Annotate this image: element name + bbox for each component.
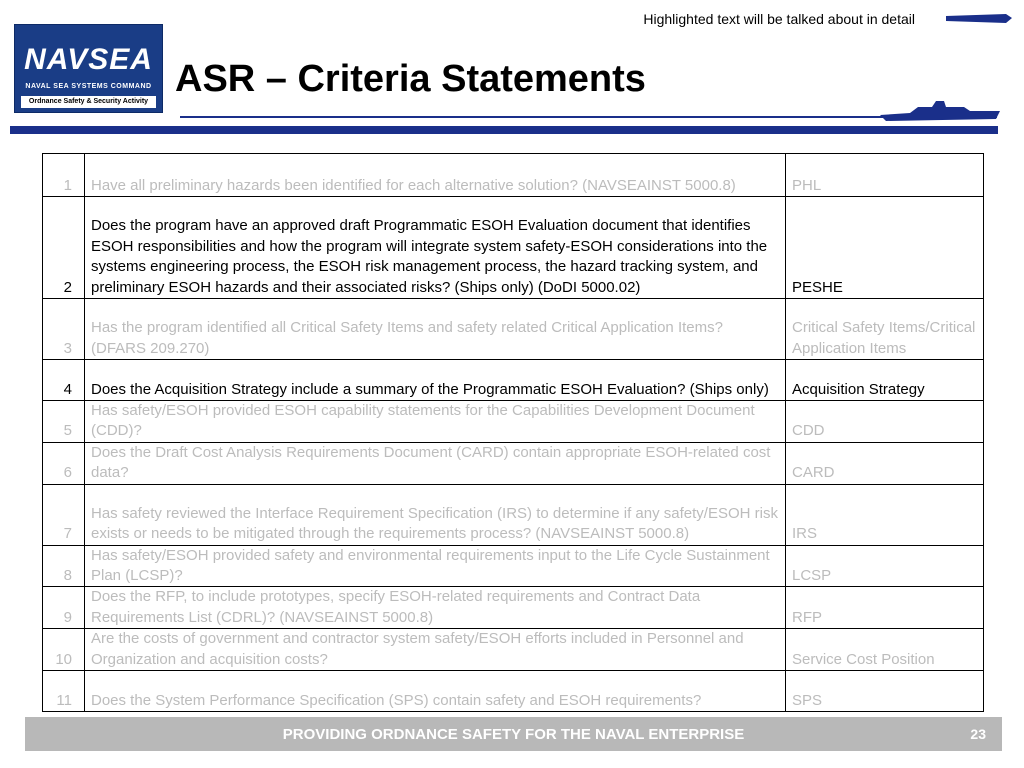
row-number: 7 — [43, 484, 85, 545]
header-rule — [180, 116, 997, 118]
criteria-statement: Has safety/ESOH provided ESOH capability statements for the Capabilities Development Document (CDD)? — [85, 401, 786, 443]
logo-subtitle: NAVAL SEA SYSTEMS COMMAND — [25, 83, 152, 90]
criteria-statement: Have all preliminary hazards been identified for each alternative solution? (NAVSEAINST 5000.8) — [85, 154, 786, 197]
related-document: CDD — [786, 401, 984, 443]
related-document: Critical Safety Items/Critical Application Items — [786, 299, 984, 360]
row-number: 5 — [43, 401, 85, 443]
related-document: LCSP — [786, 545, 984, 587]
table-row — [43, 629, 984, 671]
footer-tagline: PROVIDING ORDNANCE SAFETY FOR THE NAVAL ENTERPRISE — [282, 726, 745, 743]
table-row — [43, 197, 984, 299]
criteria-statement: Does the program have an approved draft Programmatic ESOH Evaluation document that identifies ESOH responsibilities and how the program will integrate system safety-ESOH considerations into the systems engineering process, the ESOH risk management process, the hazard tracking system, and preliminary ESOH hazards and their associated risks? (Ships only) (DoDI 5000.02) — [85, 197, 786, 299]
criteria-statement: Does the System Performance Specification (SPS) contain safety and ESOH requirements? — [85, 671, 786, 712]
related-document: Service Cost Position — [786, 629, 984, 671]
decorative-bar-icon — [946, 14, 1012, 23]
related-document: IRS — [786, 484, 984, 545]
logo-activity: Ordnance Safety & Security Activity — [21, 96, 156, 108]
table-row — [43, 484, 984, 545]
table-row — [43, 587, 984, 629]
table-row — [43, 545, 984, 587]
header-band — [10, 126, 998, 134]
row-number: 3 — [43, 299, 85, 360]
criteria-statement: Does the RFP, to include prototypes, specify ESOH-related requirements and Contract Data Requirements List (CDRL)? (NAVSEAINST 5000.8) — [85, 587, 786, 629]
criteria-statement: Has the program identified all Critical Safety Items and safety related Critical Application Items? (DFARS 209.270) — [85, 299, 786, 360]
table-row — [43, 154, 984, 197]
criteria-table — [42, 153, 984, 712]
criteria-statement: Does the Acquisition Strategy include a summary of the Programmatic ESOH Evaluation? (Ships only) — [85, 360, 786, 401]
logo-wordmark: NAVSEA — [24, 43, 153, 76]
related-document: PESHE — [786, 197, 984, 299]
related-document: PHL — [786, 154, 984, 197]
page-title: ASR – Criteria Statements — [175, 58, 646, 100]
navsea-logo — [14, 24, 163, 113]
row-number: 9 — [43, 587, 85, 629]
row-number: 10 — [43, 629, 85, 671]
criteria-statement: Does the Draft Cost Analysis Requirements Document (CARD) contain appropriate ESOH-related cost data? — [85, 442, 786, 484]
related-document: SPS — [786, 671, 984, 712]
footer-bar — [25, 717, 1002, 751]
row-number: 4 — [43, 360, 85, 401]
criteria-statement: Are the costs of government and contractor system safety/ESOH efforts included in Personnel and Organization and acquisition costs? — [85, 629, 786, 671]
related-document: Acquisition Strategy — [786, 360, 984, 401]
related-document: CARD — [786, 442, 984, 484]
table-row — [43, 401, 984, 443]
row-number: 1 — [43, 154, 85, 197]
criteria-statement: Has safety/ESOH provided safety and environmental requirements input to the Life Cycle Sustainment Plan (LCSP)? — [85, 545, 786, 587]
related-document: RFP — [786, 587, 984, 629]
row-number: 6 — [43, 442, 85, 484]
table-row — [43, 299, 984, 360]
table-row — [43, 671, 984, 712]
highlight-note: Highlighted text will be talked about in detail — [643, 11, 915, 27]
criteria-statement: Has safety reviewed the Interface Requirement Specification (IRS) to determine if any safety/ESOH risk exists or needs to be mitigated through the requirements process? (NAVSEAINST 5000.8) — [85, 484, 786, 545]
table-row — [43, 442, 984, 484]
table-row — [43, 360, 984, 401]
page-number: 23 — [970, 726, 986, 742]
row-number: 8 — [43, 545, 85, 587]
row-number: 2 — [43, 197, 85, 299]
row-number: 11 — [43, 671, 85, 712]
